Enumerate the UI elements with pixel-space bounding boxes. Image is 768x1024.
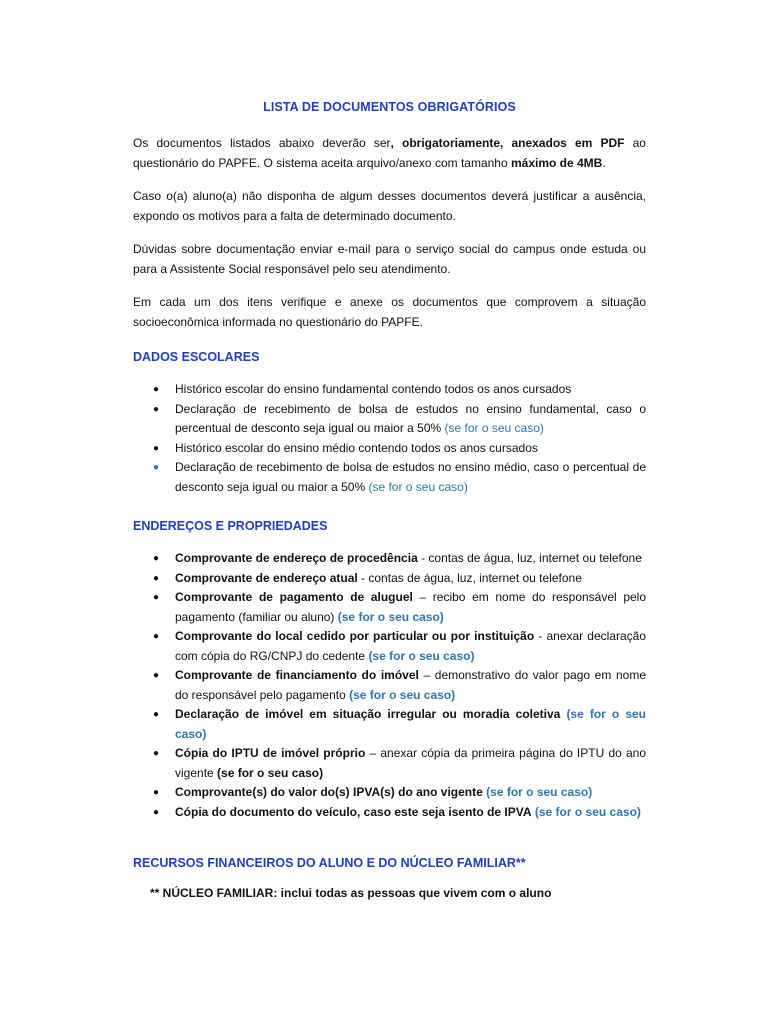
intro-p1-part-a: Os documentos listados abaixo deverão ser [133,136,391,150]
list-item-text: - anexar declaração com cópia do RG/CNPJ do cedente [175,629,646,663]
list-item-bold: Comprovante de endereço atual [175,570,358,585]
list-item-text: – demonstrativo do valor pago em nome do responsável pelo pagamento [175,668,646,702]
list-item-text: Histórico escolar do ensino fundamental contendo todos os anos cursados [175,382,572,396]
intro-p1-part-c: ao questionário do PAPFE. O sistema aceita arquivo/anexo com tamanho [133,136,646,170]
list-item [133,803,646,823]
list-item-bold: Comprovante(s) do valor do(s) IPVA(s) do ano vigente [175,785,483,799]
list-item-bold: Cópia do documento do veículo, caso este seja isento de IPVA [175,804,532,819]
list-item-bold: Comprovante do local cedido por particular ou por instituição [175,629,535,643]
bullet-icon: ● [153,462,160,473]
intro-paragraph-3: Dúvidas sobre documentação enviar e-mail para o serviço social do campus onde estuda ou para a Assistente Social responsável pelo seu atendimento. [133,242,646,276]
list-item [133,458,646,497]
optional-hint: (se for o seu caso) [175,707,646,741]
list-item-bold: Comprovante de endereço de procedência [175,551,418,565]
list-item-text: – anexar cópia da primeira página do IPTU do ano vigente [175,746,647,780]
list-enderecos [133,549,646,822]
list-item [133,569,646,589]
bullet-icon: ● [153,670,160,681]
list-item-bold: Comprovante de pagamento de aluguel [175,590,413,604]
optional-hint: (se for o seu caso) [368,479,468,494]
list-item-text: - contas de água, luz, internet ou telefone [357,570,582,585]
list-item [133,666,646,705]
list-item-text: - contas de água, luz, internet ou telefone [417,551,642,565]
intro-p1-part-e: . [602,155,606,170]
list-item-text: Histórico escolar do ensino médio contendo todos os anos cursados [175,440,538,455]
list-dados-escolares [133,380,646,497]
section-heading-enderecos: ENDEREÇOS E PROPRIEDADES [133,519,328,533]
list-item-text: Declaração de recebimento de bolsa de estudos no ensino médio, caso o percentual de desconto seja igual ou maior a 50% [175,460,646,494]
optional-hint: (se for o seu caso) [444,421,544,435]
list-item [133,783,646,803]
bullet-icon: ● [153,592,160,603]
bullet-icon: ● [153,553,160,564]
intro-p1-emphasis-pdf: , obrigatoriamente, anexados em PDF [390,136,625,150]
document-title: LISTA DE DOCUMENTOS OBRIGATÓRIOS [263,100,516,114]
list-item-bold: Comprovante de financiamento do imóvel [175,668,419,682]
bullet-icon: ● [153,709,160,720]
list-item [133,705,646,744]
list-item [133,627,646,666]
list-item [133,549,646,569]
footnote-nucleo-familiar: ** NÚCLEO FAMILIAR: inclui todas as pessoas que vivem com o aluno [150,886,552,900]
bullet-icon: ● [153,631,160,642]
list-item-bold: Declaração de imóvel em situação irregular ou moradia coletiva [175,707,561,721]
list-item [133,439,646,459]
list-item [133,744,646,783]
list-item [133,380,646,400]
bullet-icon: ● [153,384,160,395]
list-item-text: – recibo em nome do responsável pelo pagamento (familiar ou aluno) [175,590,647,624]
bullet-icon: ● [153,748,160,759]
intro-p1-emphasis-size: máximo de 4MB [510,155,603,170]
optional-hint-black: (se for o seu caso) [217,765,324,780]
bullet-icon: ● [153,572,160,584]
optional-hint: (se for o seu caso) [349,687,456,702]
bullet-icon: ● [153,806,160,818]
optional-hint: (se for o seu caso) [337,609,444,624]
bullet-icon: ● [153,403,160,415]
optional-hint: (se for o seu caso) [534,804,641,819]
list-item [133,400,646,439]
bullet-icon: ● [153,442,160,454]
list-item-bold: Cópia do IPTU de imóvel próprio [175,746,366,760]
list-item [133,588,646,627]
intro-paragraph-2: Caso o(a) aluno(a) não disponha de algum desses documentos deverá justificar a ausência, expondo os motivos para a falta de determinado documento. [133,189,646,223]
section-heading-dados-escolares: DADOS ESCOLARES [133,350,260,364]
optional-hint: (se for o seu caso) [368,648,475,663]
section-heading-recursos: RECURSOS FINANCEIROS DO ALUNO E DO NÚCLEO FAMILIAR** [133,856,526,870]
bullet-icon: ● [153,787,160,798]
list-item-text: Declaração de recebimento de bolsa de estudos no ensino fundamental, caso o percentual de desconto seja igual ou maior a 50% [175,401,646,435]
intro-paragraph-1 [133,134,646,173]
intro-paragraph-4: Em cada um dos itens verifique e anexe os documentos que comprovem a situação socioeconômica informada no questionário do PAPFE. [133,295,646,329]
optional-hint: (se for o seu caso) [486,785,593,799]
